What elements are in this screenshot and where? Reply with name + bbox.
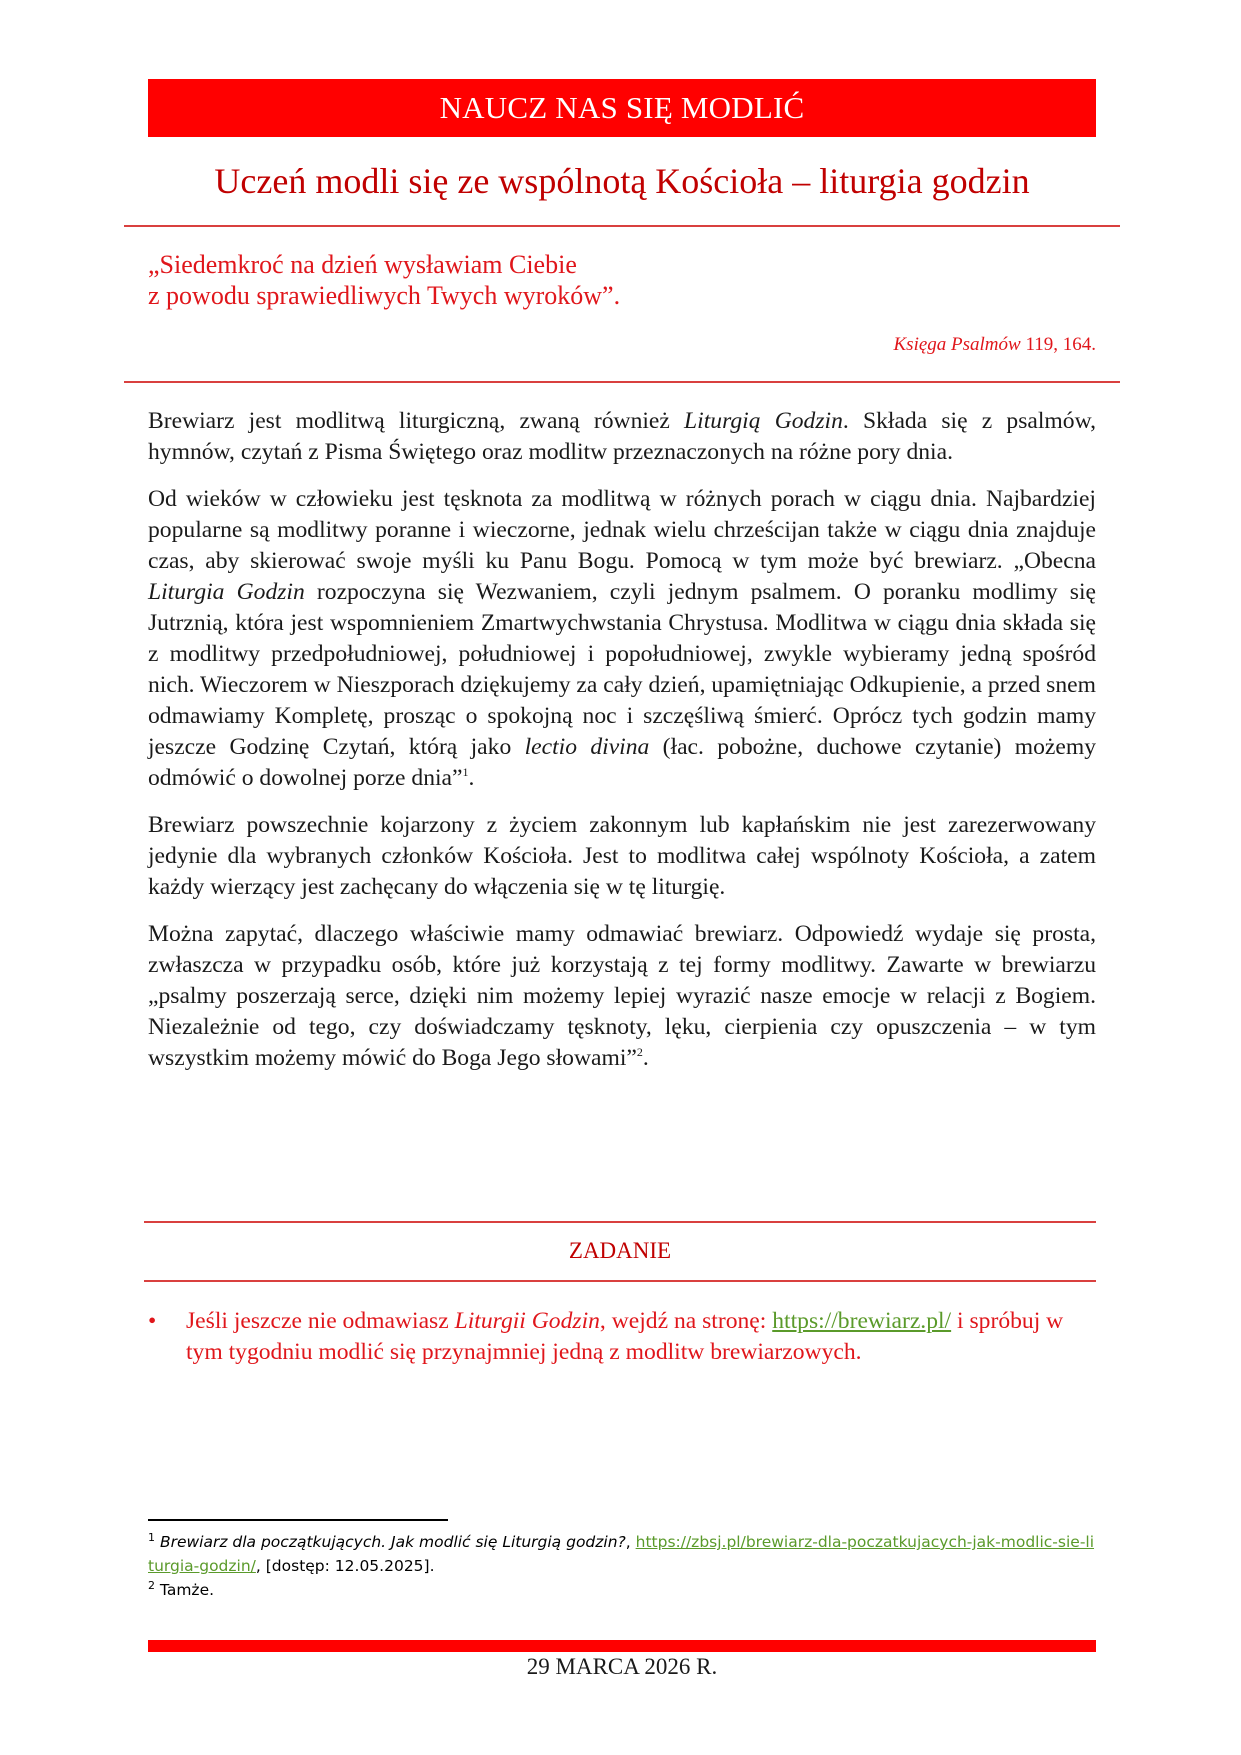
quote-line-1: „Siedemkroć na dzień wysławiam Ciebie bbox=[148, 250, 577, 279]
quote-divider bbox=[124, 381, 1120, 383]
bullet-icon: • bbox=[148, 1308, 157, 1334]
footer-date: 29 MARCA 2026 R. bbox=[526, 1654, 718, 1679]
footnote-ref-2[interactable]: 2 bbox=[636, 1045, 643, 1060]
brewiarz-link[interactable]: https://brewiarz.pl/ bbox=[772, 1308, 952, 1334]
quote-source-ref: 119, 164. bbox=[1025, 334, 1096, 355]
task-text: Jeśli jeszcze nie odmawiasz Liturgii Godzin, wejdź na stronę: https://brewiarz.pl/ i spróbuj w tym tygodniu modlić się przynajmniej jedną z modlitw brewiarzowych. bbox=[186, 1308, 1064, 1365]
paragraph-2: Od wieków w człowieku jest tęsknota za modlitwą w różnych porach w ciągu dnia. Najbardziej popularne są modlitwy poranne i wieczorne, jednak wielu chrześcijan także w ciągu dnia znajduje czas, aby skierować swoje myśli ku Panu Bogu. Pomocą w tym może być brewiarz. „Obecna Liturgia Godzin rozpoczyna się Wezwaniem, czyli jednym psalmem. O poranku modlimy się Jutrznią, która jest wspomnieniem Zmartwychwstania Chrystusa. Modlitwa w ciągu dnia składa się z modlitwy przedpołudniowej, południowej i popołudniowej, zwykle wybieramy jedną spośród nich. Wieczorem w Nieszporach dziękujemy za cały dzień, upamiętniając Odkupienie, a przed snem odmawiamy Kompletę, prosząc o spokojną noc i szczęśliwą śmierć. Oprócz tych godzin mamy jeszcze Godzinę Czytań, którą jako lectio divina (łac. pobożne, duchowe czytanie) możemy odmówić o dowolnej porze dnia”$^1$. bbox=[148, 486, 1096, 791]
paragraph-1: Brewiarz jest modlitwą liturgiczną, zwaną również Liturgią Godzin. Składa się z psalmów, hymnów, czytań z Pisma Świętego oraz modlitw przeznaczonych na różne pory dnia. bbox=[148, 408, 1096, 465]
footnote-2: $^2$ Tamże. bbox=[148, 1578, 215, 1599]
footnote-ref-1[interactable]: 1 bbox=[462, 765, 469, 780]
task-top-divider bbox=[144, 1221, 1096, 1223]
quote-source bbox=[894, 334, 1097, 356]
footnote-1: $^1$ Brewiarz dla początkujących. Jak modlić się Liturgią godzin?, https://zbsj.pl/brewiarz-dla-poczatkujacych-jak-modlic-sie-liturgia-godzin/, [dostęp: 12.05.2025]. bbox=[148, 1530, 1095, 1575]
footer-bar bbox=[148, 1640, 1096, 1652]
body-text bbox=[148, 406, 1096, 1090]
paragraph-3: Brewiarz powszechnie kojarzony z życiem zakonnym lub kapłańskim nie jest zarezerwowany jedynie dla wybranych członków Kościoła. Jest to modlitwa całej wspólnoty Kościoła, a zatem każdy wierzący jest zachęcany do włączenia się w tę liturgię. bbox=[148, 812, 1096, 900]
title-divider bbox=[124, 225, 1120, 227]
quote-line-2: z powodu sprawiedliwych Twych wyroków”. bbox=[148, 281, 621, 310]
banner-text: NAUCZ NAS SIĘ MODLIĆ bbox=[439, 90, 805, 125]
task-bottom-divider bbox=[144, 1280, 1096, 1282]
footnote-1-link[interactable]: https://zbsj.pl/brewiarz-dla-poczatkujacych-jak-modlic-sie-liturgia-godzin/ bbox=[148, 1533, 1095, 1575]
psalm-quote bbox=[148, 249, 620, 311]
footnotes bbox=[148, 1530, 1096, 1602]
page-title: Uczeń modli się ze wspólnotą Kościoła – liturgia godzin bbox=[214, 161, 1030, 201]
header-banner bbox=[148, 79, 1096, 137]
paragraph-4: Można zapytać, dlaczego właściwie mamy odmawiać brewiarz. Odpowiedź wydaje się prosta, zwłaszcza w przypadku osób, które już korzystają z tej formy modlitwy. Zawarte w brewiarzu „psalmy poszerzają serce, dzięki nim możemy lepiej wyrazić nasze emocje w relacji z Bogiem. Niezależnie od tego, czy doświadczamy tęsknoty, lęku, cierpienia czy opuszczenia – w tym wszystkim możemy mówić do Boga Jego słowami”$^2$. bbox=[148, 921, 1096, 1071]
task-heading: ZADANIE bbox=[568, 1238, 672, 1263]
quote-source-title: Księga Psalmów bbox=[893, 334, 1021, 355]
footnote-separator bbox=[148, 1519, 448, 1521]
task-item bbox=[148, 1306, 1096, 1368]
